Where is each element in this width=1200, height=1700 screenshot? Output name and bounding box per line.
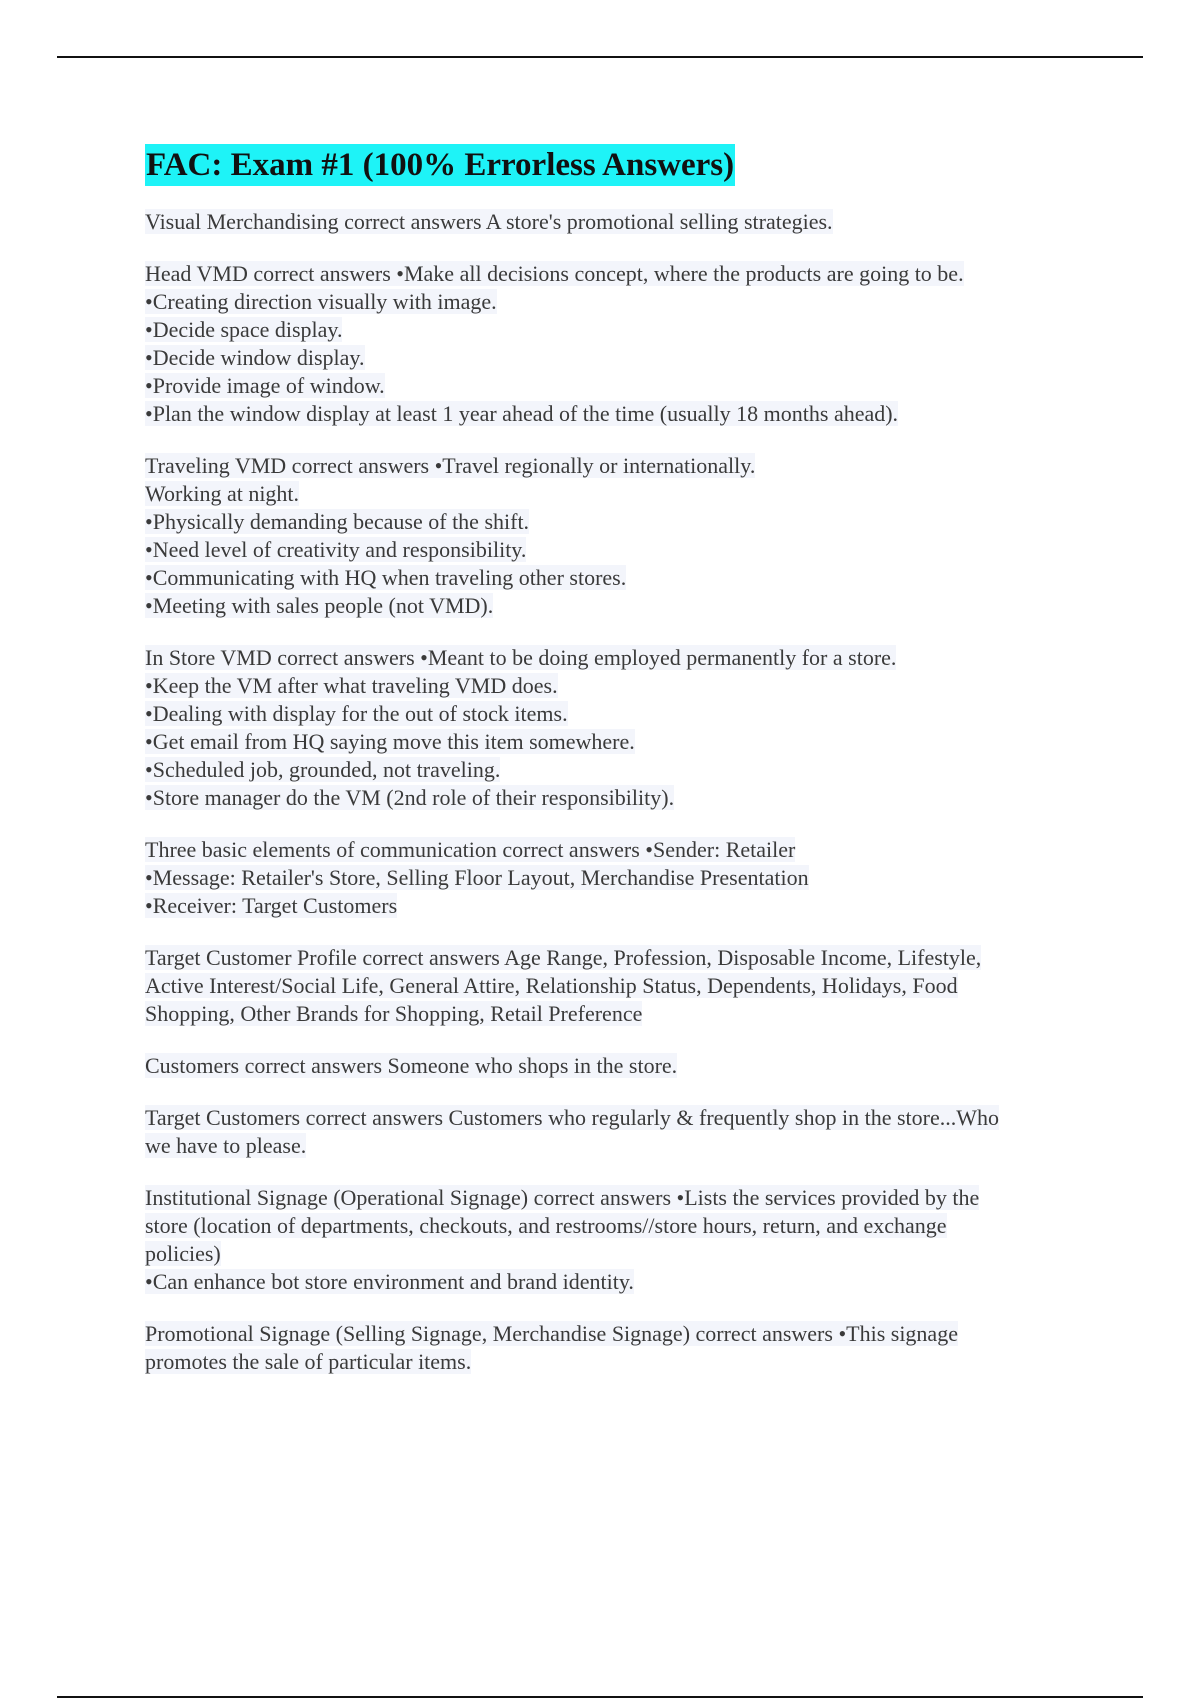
qa-line xyxy=(145,288,1095,316)
qa-line-text: Traveling VMD correct answers •Travel regionally or internationally. xyxy=(145,453,756,478)
qa-line xyxy=(145,564,1095,592)
qa-line-text: •Decide window display. xyxy=(145,345,365,370)
qa-line xyxy=(145,700,1095,728)
qa-line xyxy=(145,836,1095,864)
qa-line xyxy=(145,260,1095,288)
qa-line-text: Promotional Signage (Selling Signage, Merchandise Signage) correct answers •This signage xyxy=(145,1321,958,1346)
qa-line-text: Target Customer Profile correct answers Age Range, Profession, Disposable Income, Lifestyle, xyxy=(145,945,982,970)
footer-rule xyxy=(57,1696,1143,1698)
qa-entry xyxy=(145,208,1095,236)
qa-line xyxy=(145,756,1095,784)
qa-line xyxy=(145,1268,1095,1296)
qa-line xyxy=(145,1000,1095,1028)
qa-line-text: Shopping, Other Brands for Shopping, Retail Preference xyxy=(145,1001,643,1026)
qa-entry xyxy=(145,836,1095,920)
qa-line xyxy=(145,536,1095,564)
qa-line xyxy=(145,644,1095,672)
qa-line xyxy=(145,672,1095,700)
qa-line-text: policies) xyxy=(145,1241,221,1266)
qa-line xyxy=(145,1052,1095,1080)
qa-line xyxy=(145,1320,1095,1348)
qa-line-text: Target Customers correct answers Customers who regularly & frequently shop in the store...Who xyxy=(145,1105,1000,1130)
qa-line xyxy=(145,208,1095,236)
qa-line xyxy=(145,316,1095,344)
qa-list xyxy=(145,208,1095,1376)
qa-line xyxy=(145,1240,1095,1268)
qa-line xyxy=(145,344,1095,372)
qa-line xyxy=(145,1104,1095,1132)
qa-entry xyxy=(145,944,1095,1028)
qa-line-text: store (location of departments, checkouts, and restrooms//store hours, return, and exchange xyxy=(145,1213,947,1238)
qa-line-text: promotes the sale of particular items. xyxy=(145,1349,472,1374)
qa-line-text: •Decide space display. xyxy=(145,317,343,342)
qa-line xyxy=(145,508,1095,536)
qa-line-text: Visual Merchandising correct answers A store's promotional selling strategies. xyxy=(145,209,833,234)
header-rule xyxy=(57,56,1143,58)
qa-entry xyxy=(145,452,1095,620)
qa-line xyxy=(145,372,1095,400)
qa-line-text: In Store VMD correct answers •Meant to be doing employed permanently for a store. xyxy=(145,645,897,670)
qa-line xyxy=(145,452,1095,480)
qa-line xyxy=(145,480,1095,508)
qa-line-text: •Can enhance bot store environment and brand identity. xyxy=(145,1269,634,1294)
qa-line xyxy=(145,592,1095,620)
qa-line-text: Institutional Signage (Operational Signage) correct answers •Lists the services provided by the xyxy=(145,1185,980,1210)
qa-line-text: Working at night. xyxy=(145,481,300,506)
qa-line xyxy=(145,944,1095,972)
qa-line xyxy=(145,864,1095,892)
qa-line-text: •Need level of creativity and responsibility. xyxy=(145,537,527,562)
qa-entry xyxy=(145,1104,1095,1160)
qa-line xyxy=(145,1348,1095,1376)
qa-line xyxy=(145,1184,1095,1212)
qa-line xyxy=(145,400,1095,428)
qa-line xyxy=(145,728,1095,756)
qa-line xyxy=(145,972,1095,1000)
qa-line-text: •Keep the VM after what traveling VMD does. xyxy=(145,673,558,698)
document-title: FAC: Exam #1 (100% Errorless Answers) xyxy=(145,144,735,186)
qa-line xyxy=(145,892,1095,920)
qa-entry xyxy=(145,644,1095,812)
qa-entry xyxy=(145,1320,1095,1376)
qa-line-text: •Physically demanding because of the shift. xyxy=(145,509,530,534)
qa-line xyxy=(145,784,1095,812)
qa-line-text: Customers correct answers Someone who shops in the store. xyxy=(145,1053,678,1078)
qa-line-text: •Provide image of window. xyxy=(145,373,385,398)
qa-line-text: Head VMD correct answers •Make all decisions concept, where the products are going to be. xyxy=(145,261,964,286)
qa-line-text: •Creating direction visually with image. xyxy=(145,289,497,314)
qa-line-text: •Store manager do the VM (2nd role of their responsibility). xyxy=(145,785,675,810)
qa-line-text: •Receiver: Target Customers xyxy=(145,893,398,918)
qa-line-text: •Get email from HQ saying move this item somewhere. xyxy=(145,729,635,754)
qa-line-text: •Dealing with display for the out of stock items. xyxy=(145,701,568,726)
document-body xyxy=(145,144,1095,1376)
qa-line-text: Three basic elements of communication correct answers •Sender: Retailer xyxy=(145,837,796,862)
qa-entry xyxy=(145,260,1095,428)
qa-line-text: Active Interest/Social Life, General Attire, Relationship Status, Dependents, Holidays, Food xyxy=(145,973,958,998)
qa-line-text: •Plan the window display at least 1 year ahead of the time (usually 18 months ahead). xyxy=(145,401,899,426)
qa-line-text: •Meeting with sales people (not VMD). xyxy=(145,593,494,618)
qa-entry xyxy=(145,1052,1095,1080)
qa-line-text: •Message: Retailer's Store, Selling Floor Layout, Merchandise Presentation xyxy=(145,865,809,890)
qa-line xyxy=(145,1212,1095,1240)
qa-line-text: we have to please. xyxy=(145,1133,307,1158)
qa-line-text: •Scheduled job, grounded, not traveling. xyxy=(145,757,501,782)
qa-line-text: •Communicating with HQ when traveling other stores. xyxy=(145,565,627,590)
qa-line xyxy=(145,1132,1095,1160)
qa-entry xyxy=(145,1184,1095,1296)
